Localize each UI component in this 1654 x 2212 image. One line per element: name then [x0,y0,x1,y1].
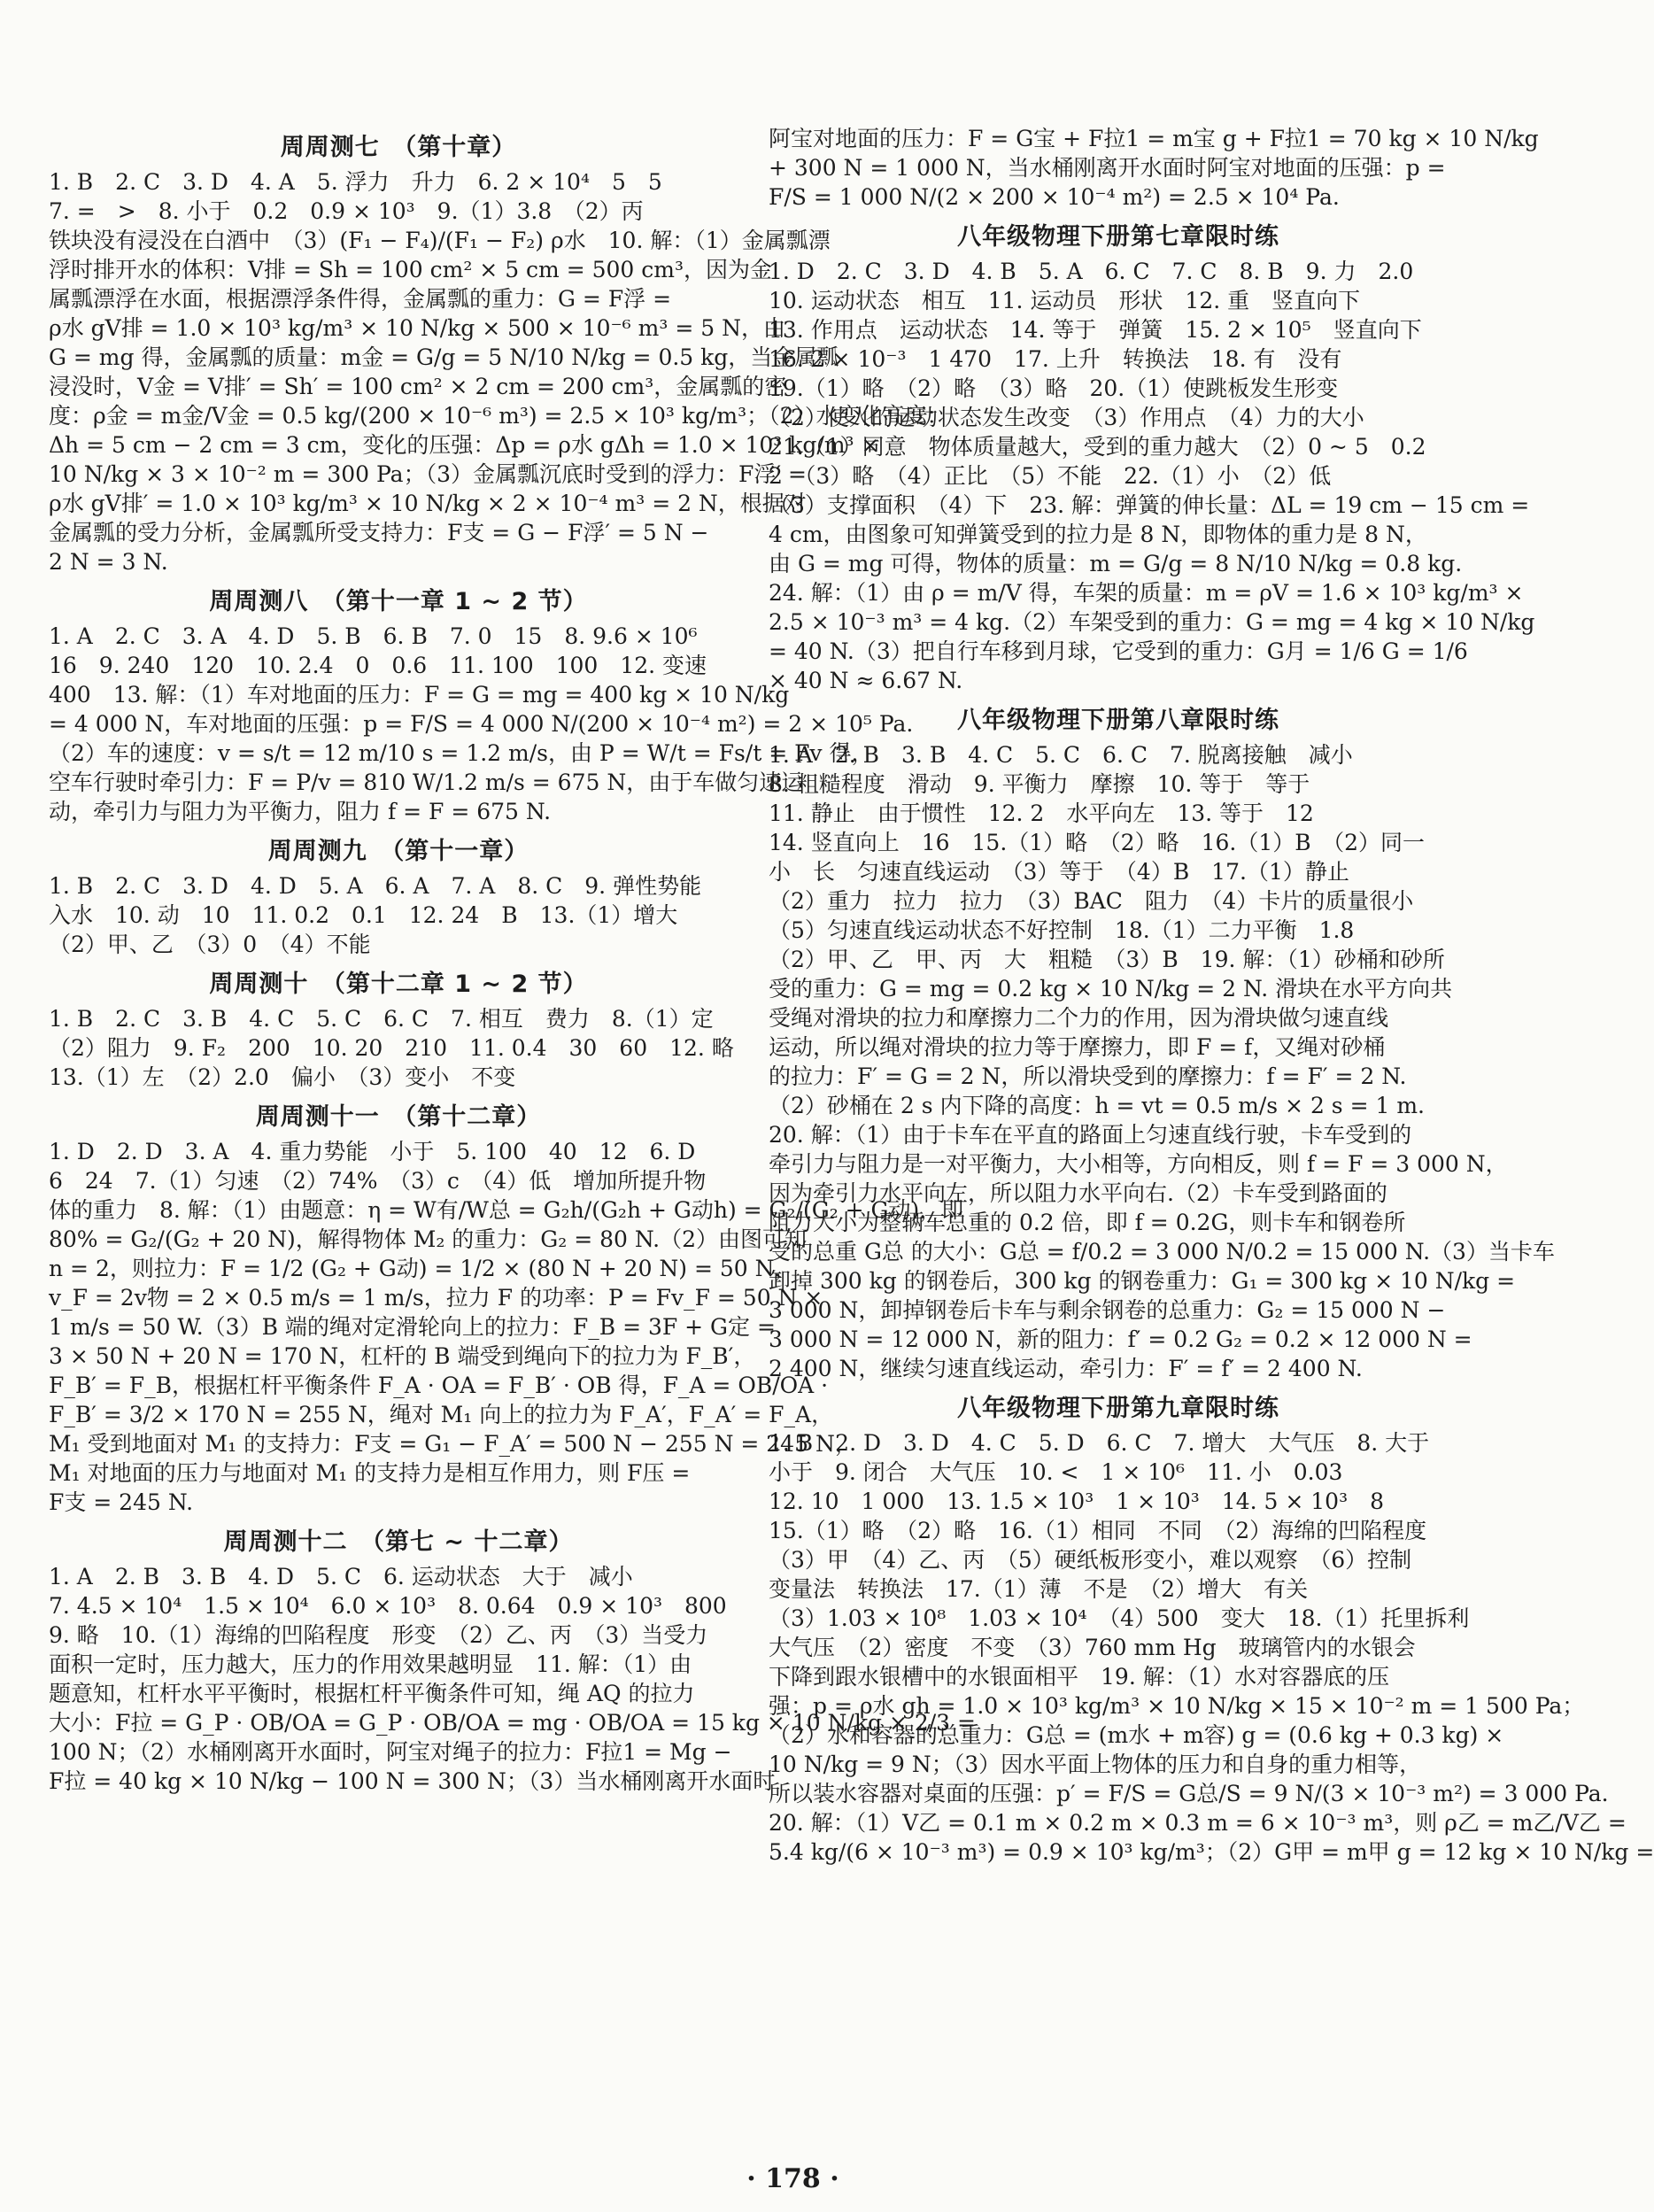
answer-line: （2）甲、乙 甲、丙 大 粗糙 （3）B 19. 解：（1）砂桶和砂所 [769,947,1445,972]
answer-line: 强：p = ρ水 gh = 1.0 × 10³ kg/m³ × 10 N/kg × 15 × 10⁻² m = 1 500 Pa； [769,1693,1585,1719]
section-heading: 周周测十 （第十二章 1 ~ 2 节） [209,971,588,998]
answer-section [769,124,1539,212]
answer-line: 运动，所以绳对滑块的拉力等于摩擦力，即 F = f，又绳对砂桶 [769,1034,1386,1060]
answer-line: 空车行驶时牵引力：F = P/v = 810 W/1.2 m/s = 675 N，由于车做匀速运 [49,770,804,795]
answer-line: （5）匀速直线运动状态不好控制 18.（1）二力平衡 1.8 [769,917,1355,943]
answer-line: × 40 N ≈ 6.67 N. [769,668,963,693]
answer-line: 100 N；（2）水桶刚离开水面时，阿宝对绳子的拉力：F拉1 = Mg − [49,1739,732,1765]
answer-line: 小于 9. 闭合 大气压 10. < 1 × 10⁶ 11. 小 0.03 [769,1459,1343,1485]
answer-section [49,1522,976,1796]
answer-line: 3 000 N = 12 000 N，新的阻力：f′ = 0.2 G₂ = 0.2 × 12 000 N = [769,1326,1472,1352]
answer-section [49,128,949,576]
answer-line: （3）1.03 × 10⁸ 1.03 × 10⁴ （4）500 变大 18.（1）托里拆利 [769,1605,1470,1631]
answer-line: （2）水和容器的总重力：G总 = (m水 + m容) g = (0.6 kg + 0.3 kg) × [769,1722,1504,1748]
answer-line: 3 × 50 N + 20 N = 170 N，杠杆的 B 端受到绳向下的拉力为 F_B′， [49,1343,756,1369]
answer-line: 3 000 N，卸掉钢卷后卡车与剩余钢卷的总重力：G₂ = 15 000 N − [769,1297,1446,1323]
answer-line: n = 2，则拉力：F = 1/2 (G₂ + G动) = 1/2 × (80 N + 20 N) = 50 N， [49,1256,797,1281]
answer-line: 小 长 匀速直线运动 （3）等于 （4）B 17.（1）静止 [769,859,1349,885]
answer-line: 金属瓢的受力分析，金属瓢所受支持力：F支 = G − F浮′ = 5 N − [49,520,709,545]
answer-line: 10 N/kg × 3 × 10⁻² m = 300 Pa；（3）金属瓢沉底时受到的浮力：F浮′ = [49,461,807,487]
answer-line: 8. 粗糙程度 滑动 9. 平衡力 摩擦 10. 等于 等于 [769,771,1310,797]
answer-line: 19.（1）略 （2）略 （3）略 20.（1）使跳板发生形变 [769,375,1339,401]
answer-line: 浮时排开水的体积：V排 = Sh = 100 cm² × 5 cm = 500 cm³，因为金 [49,257,772,282]
answer-line: 24. 解：（1）由 ρ = m/V 得，车架的质量：m = ρV = 1.6 × 10³ kg/m³ × [769,580,1524,606]
answer-line: 受绳对滑块的拉力和摩擦力二个力的作用，因为滑块做匀速直线 [769,1005,1389,1031]
answer-line: 400 13. 解：（1）车对地面的压力：F = G = mg = 400 kg × 10 N/kg [49,682,790,708]
answer-line: （2）使人的运动状态发生改变 （3）作用点 （4）力的大小 [769,405,1364,430]
answer-line: 11. 静止 由于惯性 12. 2 水平向左 13. 等于 12 [769,800,1314,826]
answer-line: 10 N/kg = 9 N；（3）因水平面上物体的压力和自身的重力相等， [769,1752,1422,1777]
section-heading: 周周测八 （第十一章 1 ~ 2 节） [209,588,588,615]
section-heading: 周周测九 （第十一章） [267,838,529,865]
answer-line: 1. D 2. D 3. A 4. 重力势能 小于 5. 100 40 12 6. D [49,1139,696,1164]
answer-line: 13.（1）左 （2）2.0 偏小 （3）变小 不变 [49,1064,516,1090]
page-number: · 178 · [746,2163,839,2194]
answer-line: 1 m/s = 50 W.（3）B 端的绳对定滑轮向上的拉力：F_B = 3F + G定 = [49,1314,776,1340]
answer-line: 1. B 2. C 3. B 4. C 5. C 6. C 7. 相互 费力 8.（1）定 [49,1006,714,1032]
answer-line: 1. A 2. C 3. A 4. D 5. B 6. B 7. 0 15 8. 9.6 × 10⁶ [49,623,698,649]
answer-line: 阿宝对地面的压力：F = G宝 + F拉1 = m宝 g + F拉1 = 70 kg × 10 N/kg [769,126,1539,151]
answer-section [49,1097,964,1517]
answer-line: 7. 4.5 × 10⁴ 1.5 × 10⁴ 6.0 × 10³ 8. 0.64 0.9 × 10³ 800 [49,1593,727,1619]
answer-line: F支 = 245 N. [49,1489,194,1515]
answer-line: 14. 竖直向上 16 15.（1）略 （2）略 16.（1）B （2）同一 [769,830,1426,855]
answer-section [769,700,1555,1383]
answer-line: （2）砂桶在 2 s 内下降的高度：h = vt = 0.5 m/s × 2 s = 1 m. [769,1093,1425,1118]
answer-section [49,831,748,959]
answer-line: G = mg 得，金属瓢的质量：m金 = G/g = 5 N/10 N/kg = 0.5 kg，当金属瓢 [49,344,839,370]
answer-line: 6 24 7.（1）匀速 （2）74% （3）c （4）低 增加所提升物 [49,1168,707,1194]
answer-line: 铁块没有浸没在白酒中 （3）(F₁ − F₄)/(F₁ − F₂) ρ水 10. 解：（1）金属瓢漂 [49,228,831,253]
answer-line: 题意知，杠杆水平平衡时，根据杠杆平衡条件可知，绳 AQ 的拉力 [49,1681,695,1706]
section-heading: 八年级物理下册第九章限时练 [957,1395,1279,1422]
answer-line: 1. D 2. C 3. D 4. B 5. A 6. C 7. C 8. B 9. 力 2.0 [769,259,1414,284]
answer-line: 1. A 2. B 3. B 4. C 5. C 6. C 7. 脱离接触 减小 [769,742,1353,768]
answer-line: 15.（1）略 （2）略 16.（1）相同 不同 （2）海绵的凹陷程度 [769,1518,1427,1543]
answer-line: 16 9. 240 120 10. 2.4 0 0.6 11. 100 100 12. 变速 [49,653,707,678]
answer-section [769,217,1535,695]
answer-line: F_B′ = F_B，根据杠杆平衡条件 F_A · OA = F_B′ · OB 得，F_A = OB/OA · [49,1373,829,1398]
answer-line: 浸没时，V金 = V排′ = Sh′ = 100 cm² × 2 cm = 200 cm³，金属瓢的密 [49,374,787,399]
answer-line: 因为牵引力水平向左，所以阻力水平向右.（2）卡车受到路面的 [769,1180,1387,1206]
answer-line: F/S = 1 000 N/(2 × 200 × 10⁻⁴ m²) = 2.5 × 10⁴ Pa. [769,184,1340,210]
answer-line: 1. B 2. D 3. D 4. C 5. D 6. C 7. 增大 大气压 8. 大于 [769,1430,1430,1456]
answer-line: 1. A 2. B 3. B 4. D 5. C 6. 运动状态 大于 减小 [49,1564,633,1589]
answer-line: 2 N = 3 N. [49,549,168,575]
answer-line: 阻力大小为整辆车总重的 0.2 倍，即 f = 0.2G，则卡车和钢卷所 [769,1210,1406,1235]
answer-line: 由 G = mg 可得，物体的质量：m = G/g = 8 N/10 N/kg = 0.8 kg. [769,551,1463,576]
answer-line: （3）支撑面积 （4）下 23. 解：弹簧的伸长量：ΔL = 19 cm − 15 cm = [769,492,1530,518]
section-heading: 八年级物理下册第七章限时练 [957,223,1279,251]
answer-line: 4 cm，由图象可知弹簧受到的拉力是 8 N，即物体的重力是 8 N， [769,522,1427,547]
answer-line: 16. 2 × 10⁻³ 1 470 17. 上升 转换法 18. 有 没有 [769,346,1342,372]
answer-line: 20. 解：（1）由于卡车在平直的路面上匀速直线行驶，卡车受到的 [769,1122,1412,1148]
answer-line: 度：ρ金 = m金/V金 = 0.5 kg/(200 × 10⁻⁶ m³) = 2.5 × 10³ kg/m³；（2）水变化高度： [49,403,949,429]
answer-line: 变量法 转换法 17.（1）薄 不是 （2）增大 有关 [769,1576,1309,1602]
answer-line: Δh = 5 cm − 2 cm = 3 cm，变化的压强：Δp = ρ水 gΔh = 1.0 × 10³ kg/m³ × [49,432,880,458]
answer-line: （2）阻力 9. F₂ 200 10. 20 210 11. 0.4 30 60 12. 略 [49,1035,734,1061]
section-heading: 周周测七 （第十章） [280,134,517,161]
section-heading: 周周测十一 （第十二章） [255,1103,542,1131]
answer-line: 13. 作用点 运动状态 14. 等于 弹簧 15. 2 × 10⁵ 竖直向下 [769,317,1422,343]
answer-line: 面积一定时，压力越大，压力的作用效果越明显 11. 解：（1）由 [49,1651,692,1677]
answer-line: M₁ 对地面的压力与地面对 M₁ 的支持力是相互作用力，则 F压 = [49,1460,691,1486]
answer-line: 牵引力与阻力是一对平衡力，大小相等，方向相反，则 f = F = 3 000 N， [769,1151,1508,1177]
answer-line: （3）甲 （4）乙、丙 （5）硬纸板形变小，难以观察 （6）控制 [769,1547,1412,1573]
answer-line: 12. 10 1 000 13. 1.5 × 10³ 1 × 10³ 14. 5 × 10³ 8 [769,1489,1384,1514]
answer-line: ρ水 gV排 = 1.0 × 10³ kg/m³ × 10 N/kg × 500 × 10⁻⁶ m³ = 5 N，由 [49,315,785,341]
right-column [769,124,1654,1872]
answer-line: v_F = 2v物 = 2 × 0.5 m/s = 1 m/s，拉力 F 的功率：P = Fv_F = 50 N × [49,1285,823,1311]
answer-line: 9. 略 10.（1）海绵的凹陷程度 形变 （2）乙、丙 （3）当受力 [49,1622,708,1648]
answer-line: F拉 = 40 kg × 10 N/kg − 100 N = 300 N；（3）当水桶刚离开水面时 [49,1768,776,1794]
answer-line: （2）甲、乙 （3）0 （4）不能 [49,932,371,957]
answer-line: 20. 解：（1）V乙 = 0.1 m × 0.2 m × 0.3 m = 6 × 10⁻³ m³，则 ρ乙 = m乙/V乙 = [769,1810,1627,1836]
answer-line: 2 （3）略 （4）正比 （5）不能 22.（1）小 （2）低 [769,463,1332,489]
answer-line: 80% = G₂/(G₂ + 20 N)，解得物体 M₂ 的重力：G₂ = 80 N.（2）由图可知 [49,1226,808,1252]
answer-line: = 4 000 N，车对地面的压强：p = F/S = 4 000 N/(200 × 10⁻⁴ m²) = 2 × 10⁵ Pa. [49,711,914,737]
answer-line: 卸掉 300 kg 的钢卷后，300 kg 的钢卷重力：G₁ = 300 kg × 10 N/kg = [769,1268,1516,1294]
answer-line: = 40 N.（3）把自行车移到月球，它受到的重力：G月 = 1/6 G = 1/6 [769,638,1468,664]
answer-line: ρ水 gV排′ = 1.0 × 10³ kg/m³ × 10 N/kg × 2 × 10⁻⁴ m³ = 2 N，根据对 [49,491,807,516]
answer-line: 大气压 （2）密度 不变 （3）760 mm Hg 玻璃管内的水银会 [769,1635,1416,1660]
answer-line: 2 400 N，继续匀速直线运动，牵引力：F′ = f′ = 2 400 N. [769,1356,1363,1381]
answer-line: F_B′ = 3/2 × 170 N = 255 N，绳对 M₁ 向上的拉力为 F_A′，F_A′ = F_A， [49,1402,834,1427]
answer-line: 2.5 × 10⁻³ m³ = 4 kg.（2）车架受到的重力：G = mg = 4 kg × 10 N/kg [769,609,1535,635]
answer-line: M₁ 受到地面对 M₁ 的支持力：F支 = G₁ − F_A′ = 500 N − 255 N = 245 N， [49,1431,857,1457]
answer-line: 1. B 2. C 3. D 4. D 5. A 6. A 7. A 8. C 9. 弹性势能 [49,873,702,899]
answer-line: 5.4 kg/(6 × 10⁻³ m³) = 0.9 × 10³ kg/m³；（2）G甲 = m甲 g = 12 kg × 10 N/kg = [769,1839,1654,1865]
answer-line: 动，牵引力与阻力为平衡力，阻力 f = F = 675 N. [49,799,552,824]
answer-line: 受的总重 G总 的大小：G总 = f/0.2 = 3 000 N/0.2 = 15 000 N.（3）当卡车 [769,1239,1555,1265]
answer-line: 的拉力：F′ = G = 2 N，所以滑块受到的摩擦力：f = F′ = 2 N. [769,1063,1407,1089]
section-heading: 周周测十二 （第七 ~ 十二章） [223,1528,574,1556]
answer-line: 入水 10. 动 10 11. 0.2 0.1 12. 24 B 13.（1）增大 [49,902,678,928]
answer-line: 下降到跟水银槽中的水银面相平 19. 解：（1）水对容器底的压 [769,1664,1390,1690]
section-heading: 八年级物理下册第八章限时练 [957,707,1279,734]
answer-line: （2）重力 拉力 拉力 （3）BAC 阻力 （4）卡片的质量很小 [769,888,1414,914]
answer-line: 大小：F拉 = G_P · OB/OA = G_P · OB/OA = mg · OB/OA = 15 kg × 10 N/kg × 2/3 = [49,1710,976,1736]
answer-line: 属瓢漂浮在水面，根据漂浮条件得，金属瓢的重力：G = F浮 = [49,286,672,312]
answer-line: 7. = > 8. 小于 0.2 0.9 × 10³ 9.（1）3.8 （2）丙 [49,198,644,224]
answer-line: （2）车的速度：v = s/t = 12 m/10 s = 1.2 m/s，由 P = W/t = Fs/t = Fv 得， [49,740,874,766]
answer-line: 21.（1）同意 物体质量越大，受到的重力越大 （2）0 ~ 5 0.2 [769,434,1426,460]
answer-line: 所以装水容器对桌面的压强：p′ = F/S = G总/S = 9 N/(3 × 10⁻³ m²) = 3 000 Pa. [769,1781,1609,1806]
answer-line: 1. B 2. C 3. D 4. A 5. 浮力 升力 6. 2 × 10⁴ 5 5 [49,169,662,195]
answer-line: 体的重力 8. 解：（1）由题意：η = W有/W总 = G₂h/(G₂h + G动h) = G₂/(G₂ + G动)，即 [49,1197,964,1223]
answer-section [49,964,748,1092]
answer-section [769,1388,1654,1867]
answer-line: 受的重力：G = mg = 0.2 kg × 10 N/kg = 2 N. 滑块在水平方向共 [769,976,1453,1002]
answer-line: 10. 运动状态 相互 11. 运动员 形状 12. 重 竖直向下 [769,288,1361,313]
answer-line: + 300 N = 1 000 N，当水桶刚离开水面时阿宝对地面的压强：p = [769,155,1446,181]
